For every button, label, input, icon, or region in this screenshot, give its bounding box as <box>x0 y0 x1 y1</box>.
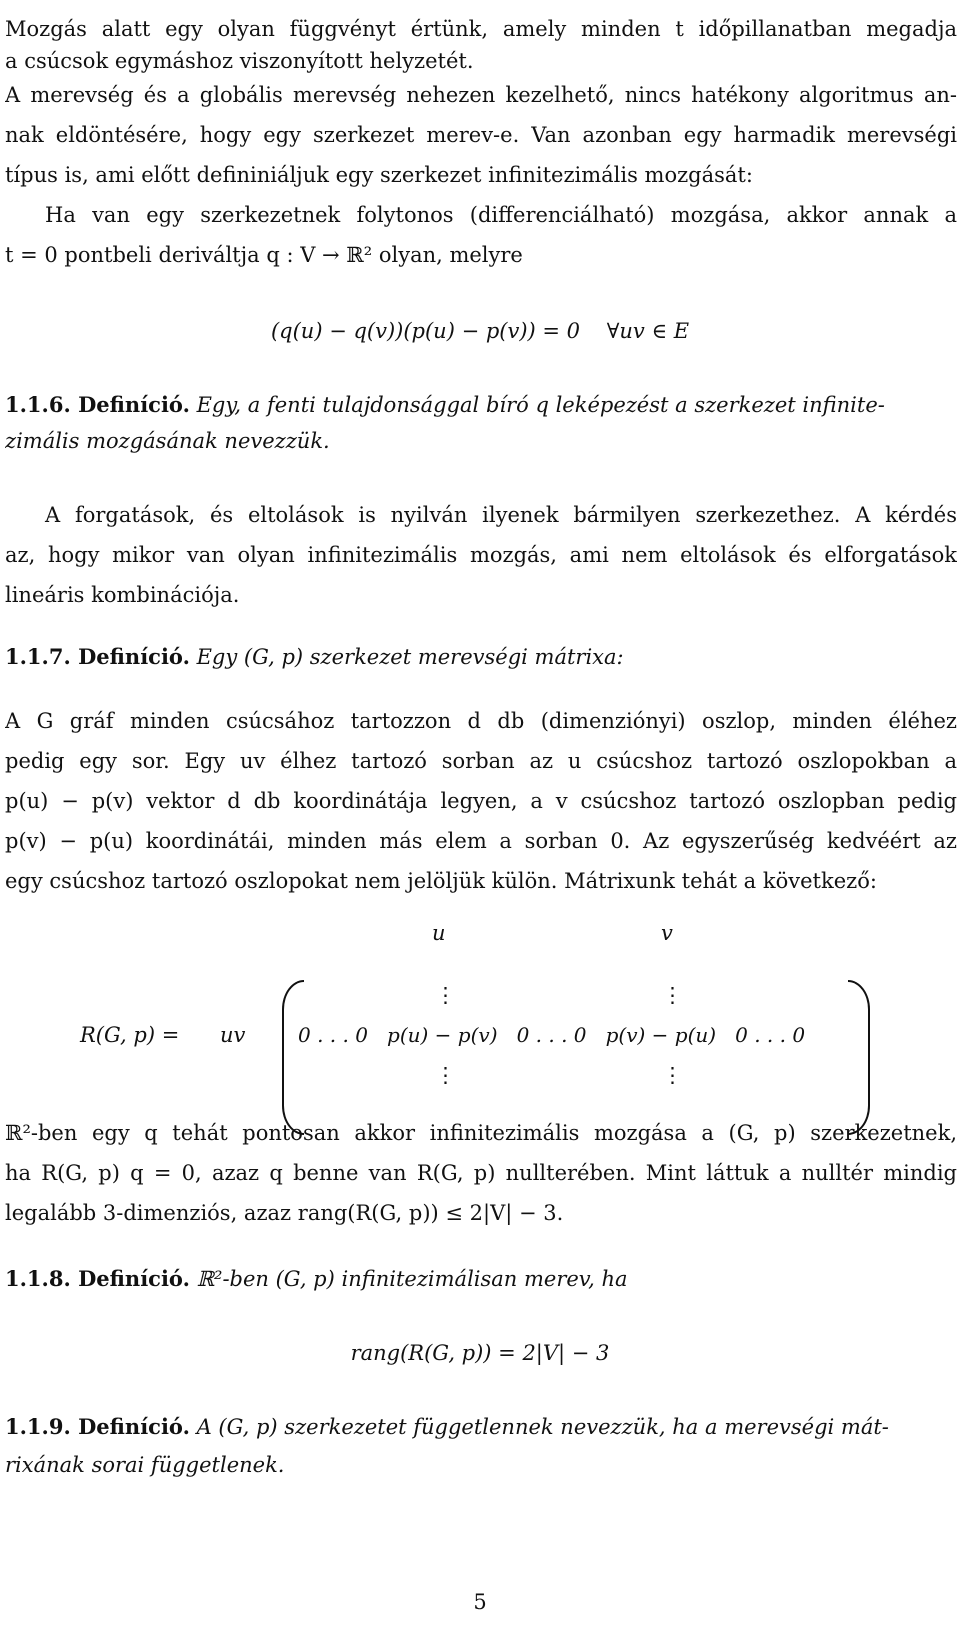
definition-label: 1.1.8. Definíció. <box>5 1266 190 1291</box>
vdots: ⋮ <box>662 1063 683 1087</box>
text-line: p(u) − p(v) vektor d db koordinátája legyen, a v csúcshoz tartozó oszlopban pedig <box>5 789 957 813</box>
definition-1-1-9 <box>5 1412 957 1442</box>
page-number: 5 <box>473 1590 487 1614</box>
text-line: legalább 3-dimenziós, azaz rang(R(G, p)) ≤ 2|V| − 3. <box>5 1201 564 1225</box>
text-line: A merevség és a globális merevség nehezen kezelhető, nincs hatékony algoritmus an- <box>5 83 957 107</box>
text-line: a csúcsok egymáshoz viszonyított helyzetét. <box>5 49 474 73</box>
text-line: egy csúcshoz tartozó oszlopokat nem jelöljük külön. Mátrixunk tehát a következő: <box>5 869 877 893</box>
text-line: A forgatások, és eltolások is nyilván ilyenek bármilyen szerkezethez. A kérdés <box>45 503 957 527</box>
text-line: A G gráf minden csúcsához tartozzon d db (dimenziónyi) oszlop, minden éléhez <box>5 709 957 733</box>
text-line: Ha van egy szerkezetnek folytonos (differenciálható) mozgása, akkor annak a <box>45 203 957 227</box>
definition-text: ℝ²-ben (G, p) infinitezimálisan merev, ha <box>196 1267 628 1291</box>
definition-label: 1.1.7. Definíció. <box>5 644 190 669</box>
definition-1-1-7 <box>5 642 957 672</box>
text-line: ha R(G, p) q = 0, azaz q benne van R(G, p) nullterében. Mint láttuk a nulltér mindig <box>5 1161 957 1185</box>
text-line: pedig egy sor. Egy uv élhez tartozó sorban az u csúcshoz tartozó oszlopokban a <box>5 749 957 773</box>
text-line: típus is, ami előtt defininiáljuk egy szerkezet infinitezimális mozgását: <box>5 163 753 187</box>
column-label-v: v <box>661 921 673 945</box>
text-line: p(v) − p(u) koordinátái, minden más elem a sorban 0. Az egyszerűség kedvéért az <box>5 829 957 853</box>
vdots: ⋮ <box>435 983 456 1007</box>
equation-rank: rang(R(G, p)) = 2|V| − 3 <box>350 1341 610 1365</box>
text-line: lineáris kombinációja. <box>5 583 240 607</box>
text-line: ℝ²-ben egy q tehát pontosan akkor infinitezimális mozgása a (G, p) szerkezetnek, <box>5 1121 957 1145</box>
text-line: Mozgás alatt egy olyan függvényt értünk, amely minden t időpillanatban megadja <box>5 17 957 41</box>
vdots: ⋮ <box>435 1063 456 1087</box>
matrix-row-label: uv <box>220 1023 246 1047</box>
equation-orthogonality: (q(u) − q(v))(p(u) − p(v)) = 0 ∀uv ∈ E <box>270 319 690 343</box>
definition-text: zimális mozgásának nevezzük. <box>5 429 330 453</box>
text-line: az, hogy mikor van olyan infinitezimális mozgás, ami nem eltolások és elforgatások <box>5 543 957 567</box>
left-parenthesis <box>282 980 304 1135</box>
definition-1-1-6 <box>5 390 957 420</box>
rigidity-matrix <box>0 900 960 1150</box>
vdots: ⋮ <box>662 983 683 1007</box>
definition-text: Egy, a fenti tulajdonsággal bíró q leképezést a szerkezet infinite- <box>196 393 885 417</box>
definition-text: rixának sorai függetlenek. <box>5 1453 285 1477</box>
matrix-row: 0 . . . 0 p(u) − p(v) 0 . . . 0 p(v) − p(u) 0 . . . 0 <box>298 1023 806 1047</box>
text-line: t = 0 pontbeli deriváltja q : V → ℝ² olyan, melyre <box>5 243 523 267</box>
definition-text: Egy (G, p) szerkezet merevségi mátrixa: <box>196 645 624 669</box>
matrix-lhs: R(G, p) = <box>80 1023 180 1047</box>
definition-text: A (G, p) szerkezetet függetlennek nevezzük, ha a merevségi mát- <box>196 1415 889 1439</box>
definition-label: 1.1.6. Definíció. <box>5 392 190 417</box>
column-label-u: u <box>432 921 446 945</box>
text-line: nak eldöntésére, hogy egy szerkezet merev-e. Van azonban egy harmadik merevségi <box>5 123 957 147</box>
definition-label: 1.1.9. Definíció. <box>5 1414 190 1439</box>
right-parenthesis <box>848 980 870 1135</box>
definition-1-1-8 <box>5 1264 957 1294</box>
